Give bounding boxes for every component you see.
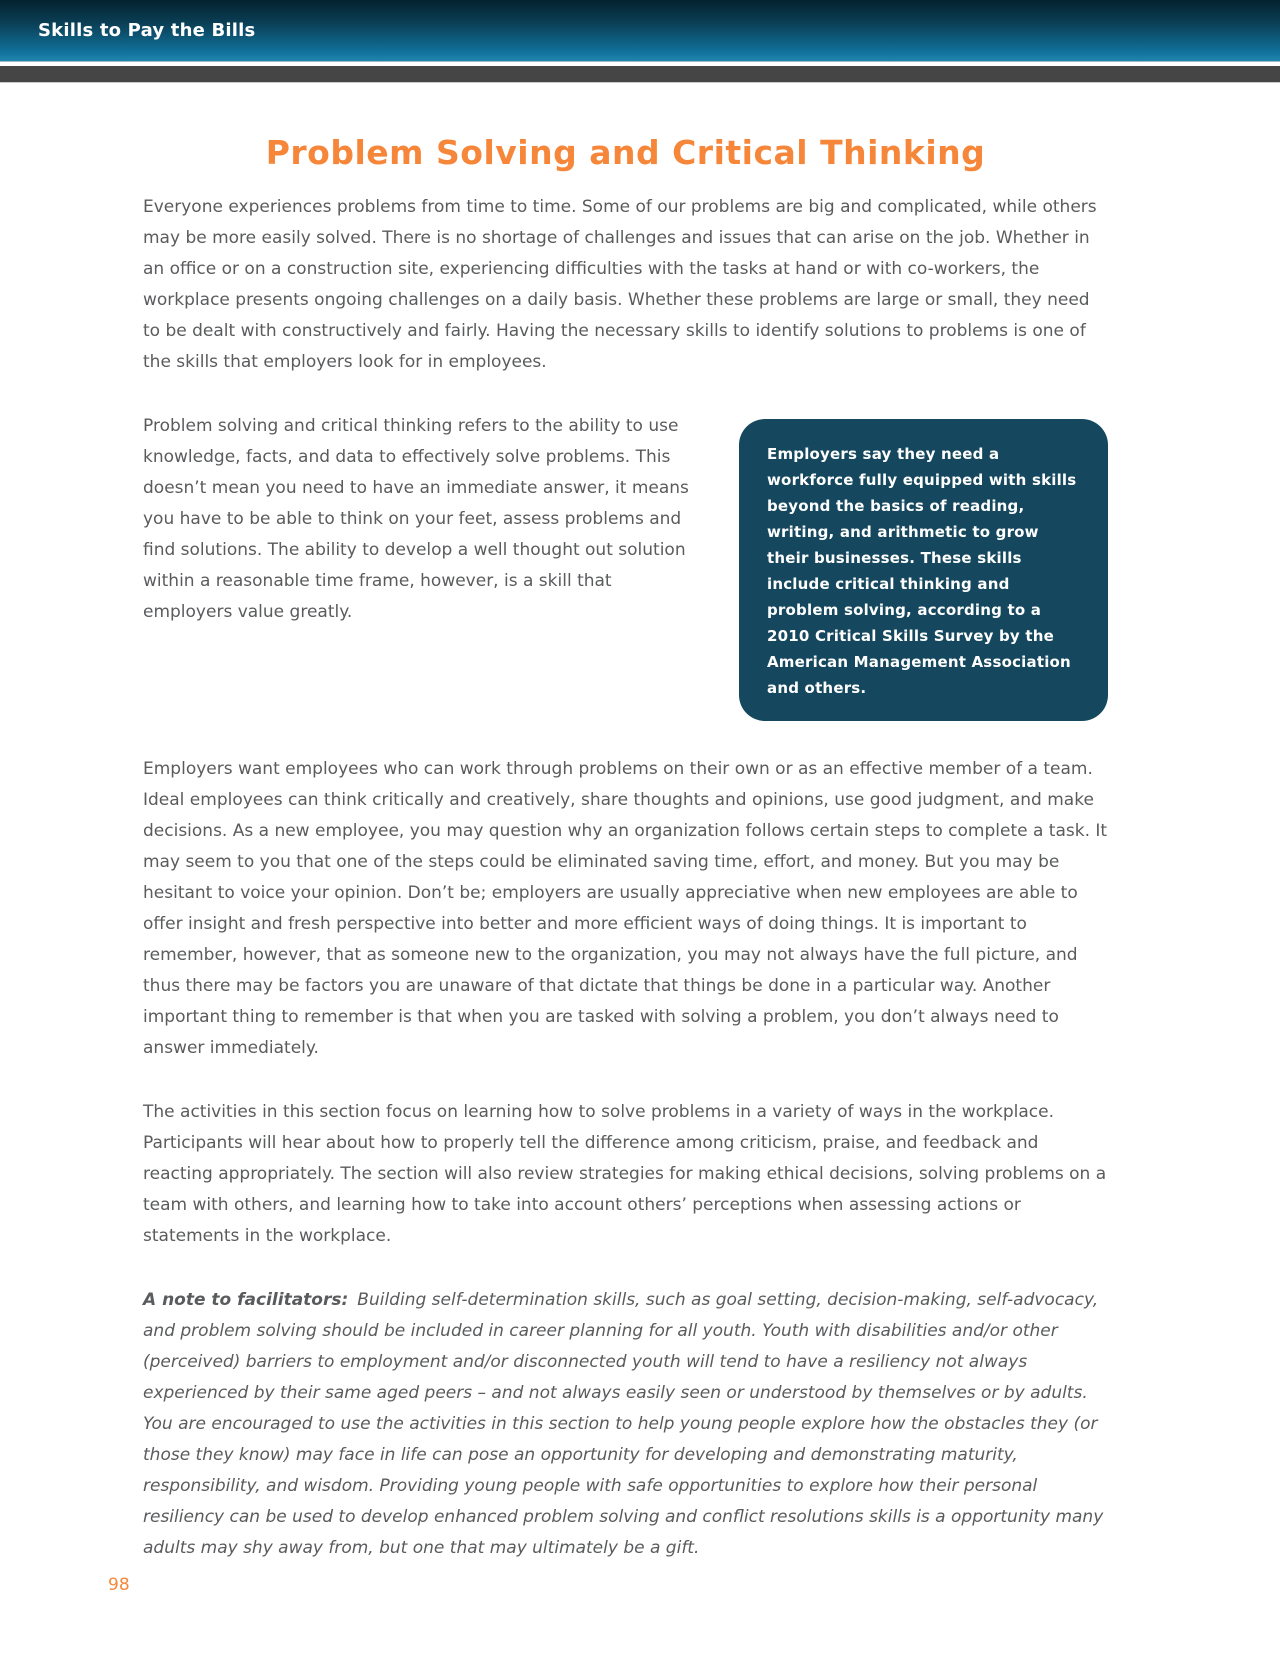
facilitator-note-label: A note to facilitators: [143,1290,349,1310]
facilitator-note [143,1285,1108,1564]
page-title: Problem Solving and Critical Thinking [265,133,986,172]
paragraph-intro: Everyone experiences problems from time to time. Some of our problems are big and complicated, while others may be more easily solved. There is no shortage of challenges and issues that can arise on the job. Whether in an office or on a construction site, experiencing difficulties with the tasks at hand or with co-workers, the workplace presents ongoing challenges on a daily basis. Whether these problems are large or small, they need to be dealt with constructively and fairly. Having the necessary skills to identify solutions to problems is one of the skills that employers look for in employees. [143,197,1097,372]
paragraph-problem-solving: Problem solving and critical thinking refers to the ability to use knowledge, facts, and data to effectively solve problems. This doesn’t mean you need to have an immediate answer, it means you have to be able to think on your feet, assess problems and find solutions. The ability to develop a well thought out solution within a reasonable time frame, however, is a skill that employers value greatly. [143,416,689,622]
paragraph-activities: The activities in this section focus on learning how to solve problems in a variety of ways in the workplace. Participants will hear about how to properly tell the difference among criticism, praise, and feedback and reacting appropriately. The section will also review strategies for making ethical decisions, solving problems on a team with others, and learning how to take into account others’ perceptions when assessing actions or statements in the workplace. [143,1102,1107,1246]
two-column-section [143,411,1108,721]
callout-text: Employers say they need a workforce fully equipped with skills beyond the basics of reading, writing, and arithmetic to grow their businesses. These skills include critical thinking and problem solving, according to a 2010 Critical Skills Survey by the American Management Association and others. [767,445,1077,697]
header-banner [0,0,1280,62]
page-content [143,83,1108,1564]
problem-solving-column [143,411,699,721]
header-divider-bar [0,66,1280,83]
callout-box [739,419,1108,721]
page-number: 98 [108,1575,130,1595]
paragraph-employers-want: Employers want employees who can work through problems on their own or as an effective member of a team. Ideal employees can think critically and creatively, share thoughts and opinions, use good judgment, and make decisions. As a new employee, you may question why an organization follows certain steps to complete a task. It may seem to you that one of the steps could be eliminated saving time, effort, and money. But you may be hesitant to voice your opinion. Don’t be; employers are usually appreciative when new employees are able to offer insight and fresh perspective into better and more efficient ways of doing things. It is important to remember, however, that as someone new to the organization, you may not always have the full picture, and thus there may be factors you are unaware of that dictate that things be done in a particular way. Another important thing to remember is that when you are tasked with solving a problem, you don’t always need to answer immediately. [143,759,1108,1058]
facilitator-note-text: Building self-determination skills, such as goal setting, decision-making, self-advocacy, and problem solving should be included in career planning for all youth. Youth with disabilities and/or other (perceived) barriers to employment and/or disconnected youth will tend to have a resiliency not always experienced by their same aged peers – and not always easily seen or understood by themselves or by adults. You are encouraged to use the activities in this section to help young people explore how the obstacles they (or those they know) may face in life can pose an opportunity for developing and demonstrating maturity, responsibility, and wisdom. Providing young people with safe opportunities to explore how their personal resiliency can be used to develop enhanced problem solving and conflict resolutions skills is a opportunity many adults may shy away from, but one that may ultimately be a gift. [143,1290,1104,1558]
header-title: Skills to Pay the Bills [38,20,256,41]
